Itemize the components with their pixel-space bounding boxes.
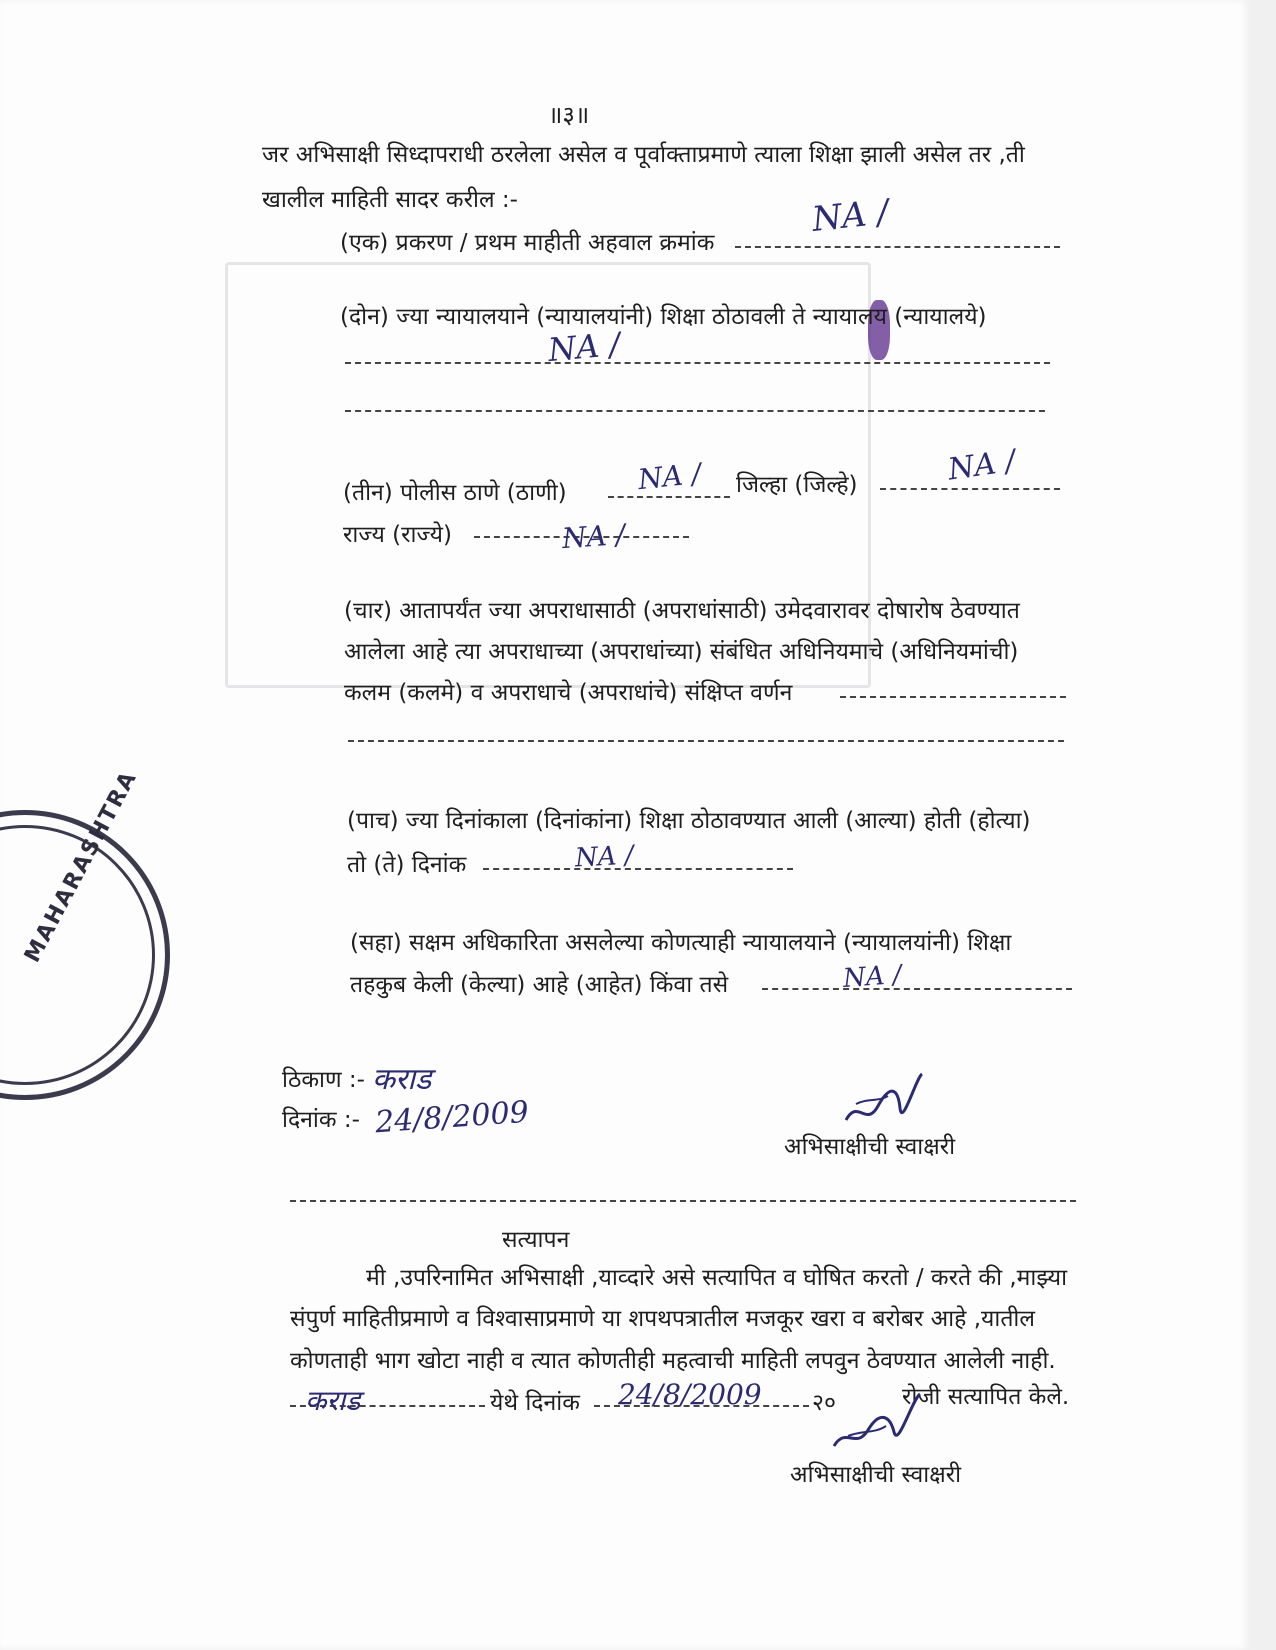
page-number: ॥३॥ <box>548 101 590 129</box>
verification-line-1: मी ,उपरिनामित अभिसाक्षी ,याव्दारे असे सत्यापित व घोषित करतो / करते की ,माझ्या <box>366 1265 1068 1291</box>
date-label: दिनांक :- <box>282 1107 360 1133</box>
verification-date-value: 24/8/2009 <box>618 1378 762 1411</box>
item-don-label: (दोन) ज्या न्यायालयाने (न्यायालयांनी) शिक्षा ठोठावली ते न्यायालय (न्यायालये) <box>340 304 987 330</box>
item-teen-police-line <box>608 496 730 498</box>
item-teen-police-label: (तीन) पोलीस ठाणे (ठाणी) <box>343 480 567 506</box>
place-label: ठिकाण :- <box>282 1067 365 1093</box>
item-char-line-dash <box>840 696 1066 698</box>
item-char-line-2: आलेला आहे त्या अपराधाच्या (अपराधांच्या) संबंधित अधिनियमाचे (अधिनियमांची) <box>344 639 1019 665</box>
item-pach-value: NA / <box>574 840 635 874</box>
item-saha-line-1: (सहा) सक्षम अधिकारिता असलेल्या कोणत्याही न्यायालयाने (न्यायालयांनी) शिक्षा <box>350 930 1012 956</box>
verification-line-2: संपुर्ण माहितीप्रमाणे व विश्वासाप्रमाणे या शपथपत्रातील मजकूर खरा व बरोबर आहे ,यातील <box>290 1306 1035 1332</box>
item-ek-value: NA / <box>810 192 891 240</box>
intro-line-2: खालील माहिती सादर करील :- <box>262 187 518 213</box>
place-value: कराड <box>372 1062 432 1097</box>
deponent-signature <box>838 1068 928 1138</box>
signature-caption: अभिसाक्षीची स्वाक्षरी <box>784 1134 956 1160</box>
item-don-line-1 <box>345 362 1050 364</box>
verification-signature-caption: अभिसाक्षीची स्वाक्षरी <box>790 1462 962 1488</box>
section-separator <box>290 1200 1076 1202</box>
item-pach-line-2: तो (ते) दिनांक <box>347 852 467 878</box>
item-don-value: NA / <box>546 324 622 370</box>
item-teen-district-value: NA / <box>945 443 1018 488</box>
item-pach-line-dash <box>483 868 793 870</box>
item-teen-police-value: NA / <box>636 456 703 497</box>
item-saha-line-2: तहकुब केली (केल्या) आहे (आहेत) किंवा तसे <box>350 972 729 998</box>
verification-line-3: कोणताही भाग खोटा नाही व त्यात कोणतीही महत्वाची माहिती लपवुन ठेवण्यात आलेली नाही. <box>290 1348 1056 1374</box>
verification-signature <box>828 1386 928 1456</box>
item-teen-district-label: जिल्हा (जिल्हे) <box>736 472 858 498</box>
item-char-extra-line <box>348 740 1064 742</box>
item-char-line-1: (चार) आतापर्यंत ज्या अपराधासाठी (अपराधांसाठी) उमेदवारावर दोषारोष ठेवण्यात <box>344 598 1020 624</box>
item-saha-value: NA / <box>842 959 903 995</box>
seal-text: MAHARASHTRA <box>20 766 143 967</box>
item-saha-line-dash <box>762 988 1072 990</box>
verification-roji: रोजी सत्यापित केले. <box>902 1384 1070 1410</box>
item-don-line-2 <box>345 410 1045 412</box>
item-char-line-3: कलम (कलमे) व अपराधाचे (अपराधांचे) संक्षिप्त वर्णन <box>344 680 793 706</box>
item-teen-district-line <box>880 488 1060 490</box>
item-ek-label: (एक) प्रकरण / प्रथम माहीती अहवाल क्रमांक <box>340 230 715 256</box>
verification-title: सत्यापन <box>502 1227 570 1253</box>
item-pach-line-1: (पाच) ज्या दिनांकाला (दिनांकांना) शिक्षा ठोठावण्यात आली (आल्या) होती (होत्या) <box>347 808 1031 834</box>
item-teen-state-label: राज्य (राज्ये) <box>343 522 452 548</box>
page-edge <box>1250 0 1276 1650</box>
verification-ethe-dinank: येथे दिनांक <box>490 1390 580 1416</box>
item-teen-state-value: NA / <box>560 517 627 556</box>
intro-line-1: जर अभिसाक्षी सिध्दापराधी ठरलेला असेल व पूर्वाक्ताप्रमाणे त्याला शिक्षा झाली असेल तर ,ती <box>262 142 1025 168</box>
item-ek-line <box>735 246 1060 248</box>
verification-place-value: कराड <box>305 1384 361 1417</box>
verification-year-suffix: २० <box>812 1390 836 1416</box>
date-value: 24/8/2009 <box>373 1094 530 1141</box>
